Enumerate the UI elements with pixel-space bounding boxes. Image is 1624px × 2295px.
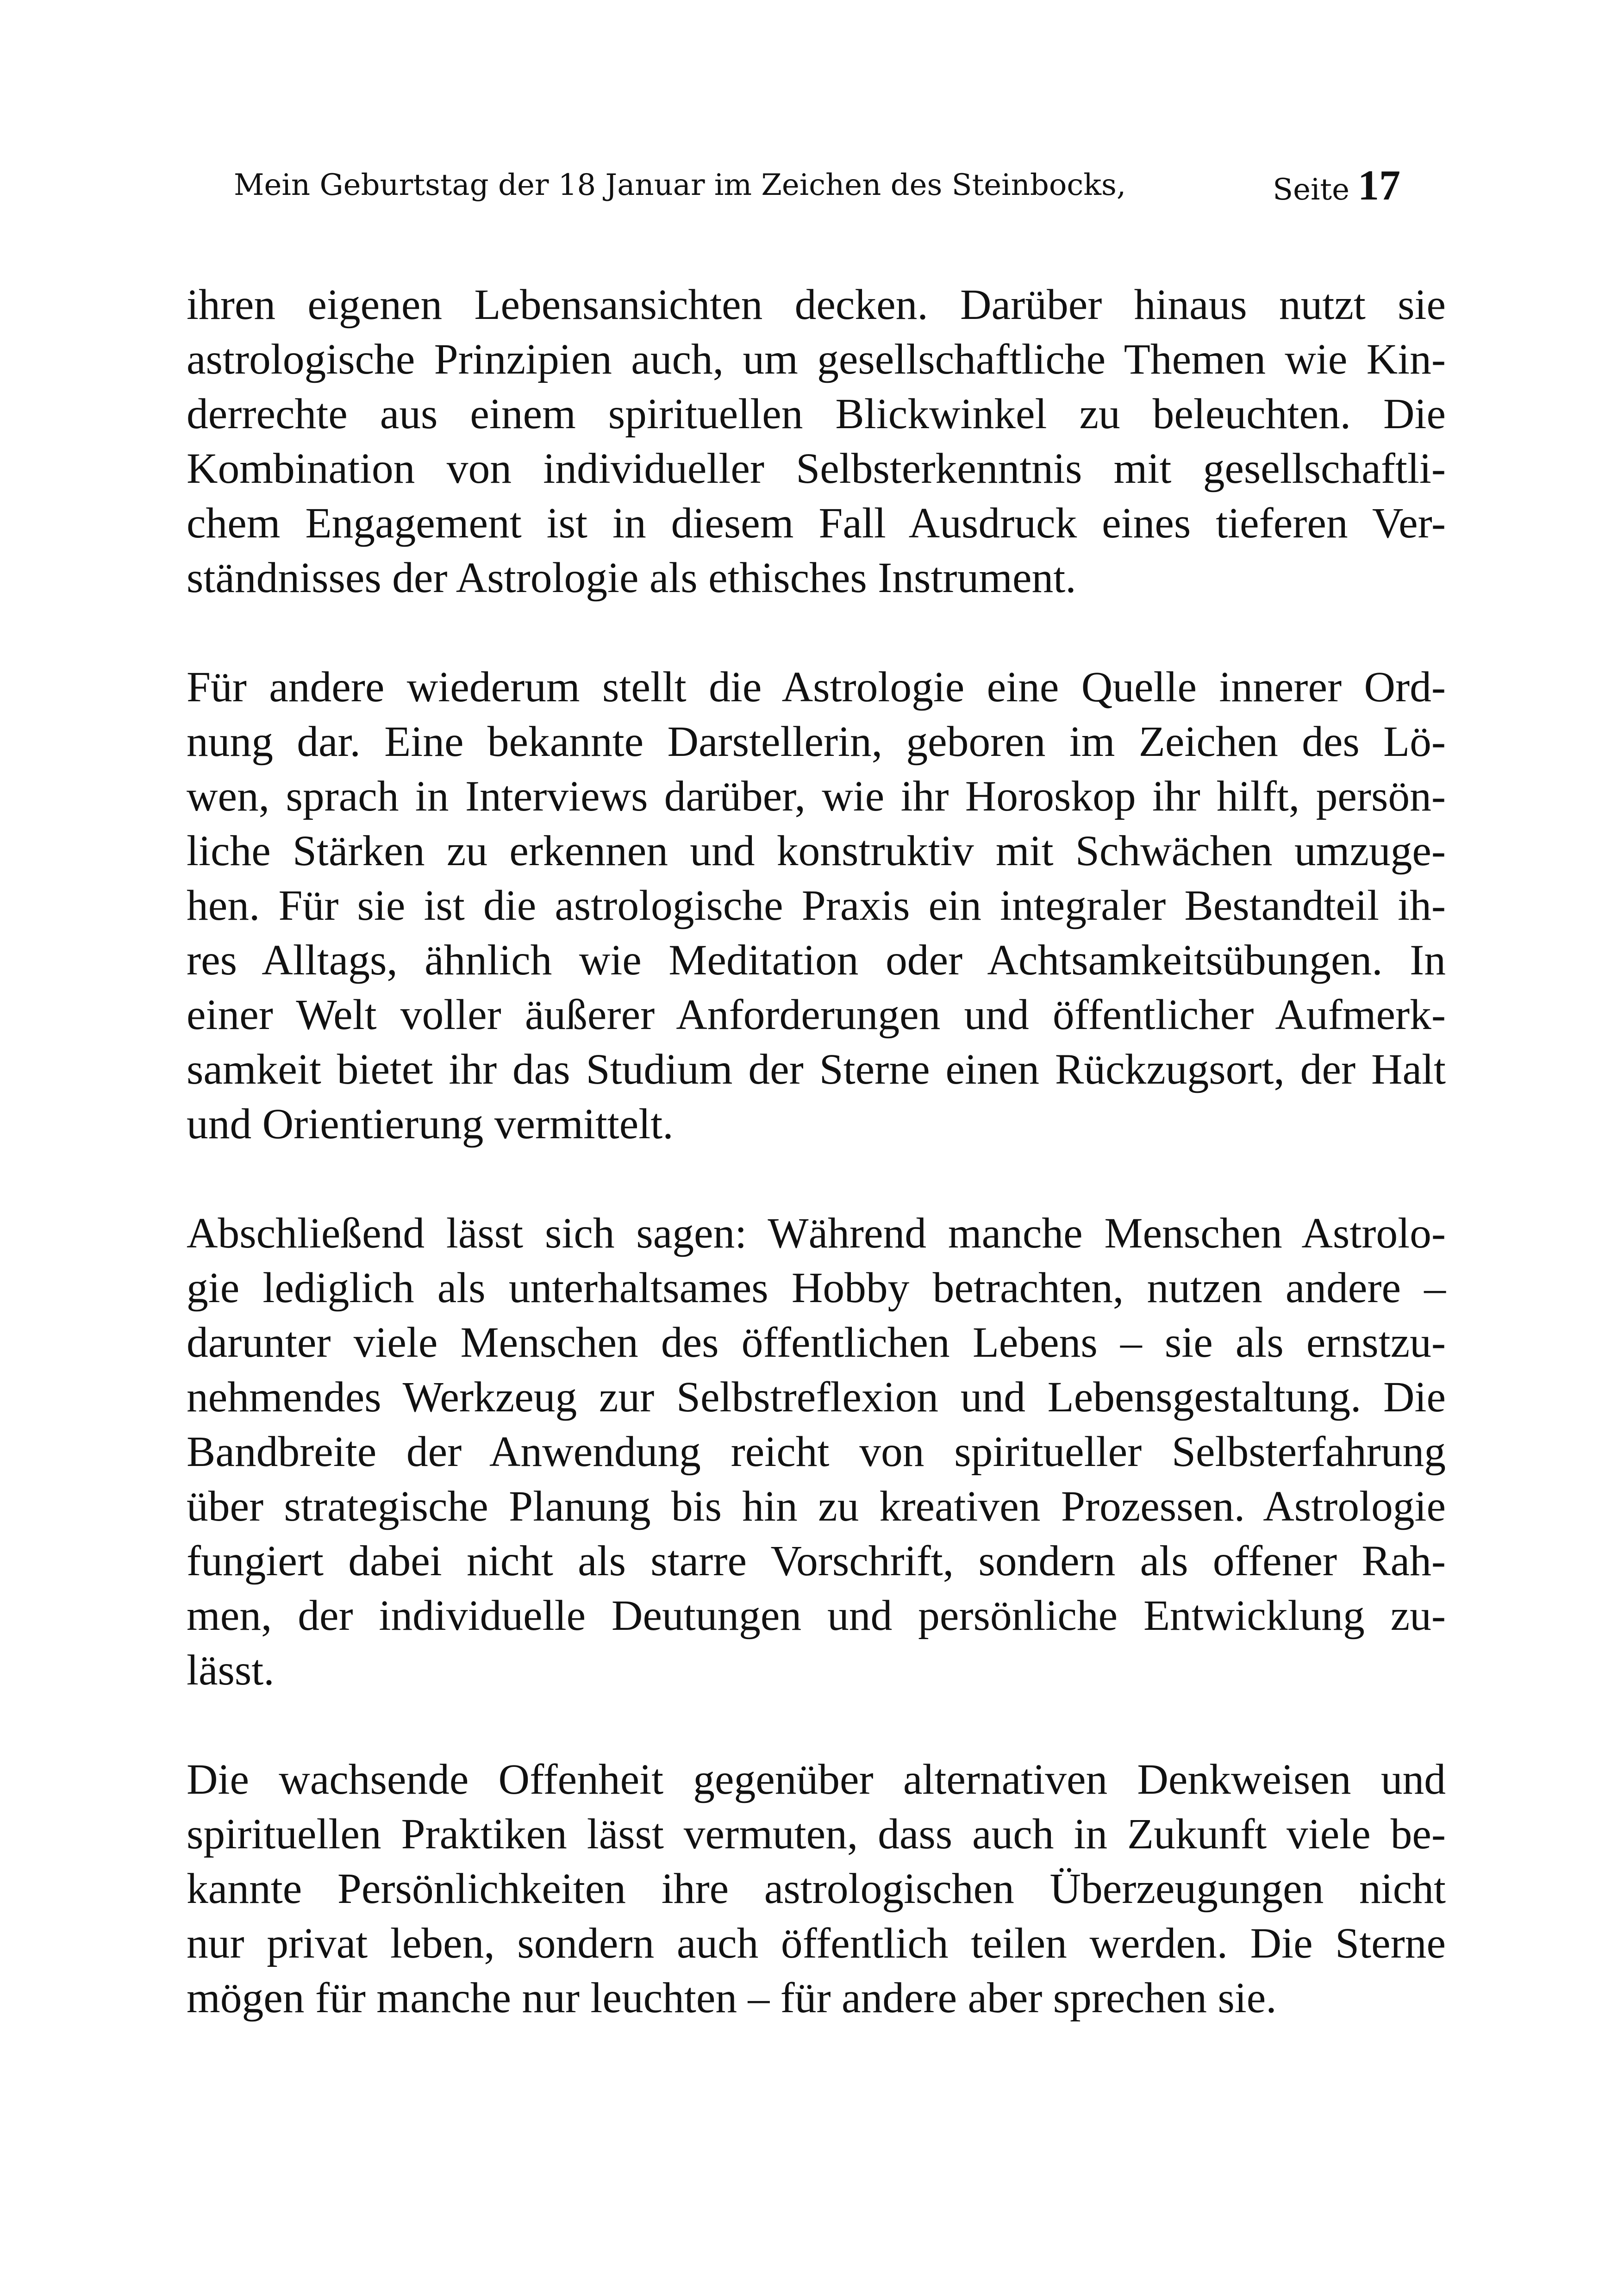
text-line: nehmendes Werkzeug zur Selbstreflexion und Lebensgestaltung. Die bbox=[187, 1373, 1446, 1421]
text-line: nung dar. Eine bekannte Darstellerin, geboren im Zeichen des Lö- bbox=[187, 718, 1446, 766]
text-line: Für andere wiederum stellt die Astrologie eine Quelle innerer Ord- bbox=[187, 663, 1446, 711]
text-line: lässt. bbox=[187, 1646, 275, 1694]
text-line: einer Welt voller äußerer Anforderungen und öffentlicher Aufmerk- bbox=[187, 991, 1446, 1039]
text-line: samkeit bietet ihr das Studium der Sterne einen Rückzugsort, der Halt bbox=[187, 1046, 1446, 1093]
text-line: Bandbreite der Anwendung reicht von spiritueller Selbsterfahrung bbox=[187, 1428, 1446, 1476]
running-header bbox=[234, 160, 1400, 211]
page-number: 17 bbox=[1358, 162, 1400, 209]
text-line: mögen für manche nur leuchten – für andere aber sprechen sie. bbox=[187, 1974, 1277, 2022]
text-line: nur privat leben, sondern auch öffentlich teilen werden. Die Sterne bbox=[187, 1920, 1446, 1967]
text-line: Die wachsende Offenheit gegenüber alternativen Denkweisen und bbox=[187, 1756, 1446, 1803]
text-line: astrologische Prinzipien auch, um gesellschaftliche Themen wie Kin- bbox=[187, 336, 1446, 383]
header-title: Mein Geburtstag der 18 Januar im Zeichen des Steinbocks, bbox=[234, 168, 1126, 202]
text-line: chem Engagement ist in diesem Fall Ausdruck eines tieferen Ver- bbox=[187, 499, 1446, 547]
text-line: derrechte aus einem spirituellen Blickwinkel zu beleuchten. Die bbox=[187, 390, 1446, 438]
text-line: über strategische Planung bis hin zu kreativen Prozessen. Astrologie bbox=[187, 1483, 1446, 1530]
paragraph-4 bbox=[187, 1752, 1446, 2026]
body-text bbox=[187, 278, 1446, 2080]
text-line: wen, sprach in Interviews darüber, wie ihr Horoskop ihr hilft, persön- bbox=[187, 773, 1446, 820]
page-label: Seite bbox=[1273, 173, 1349, 207]
text-line: liche Stärken zu erkennen und konstruktiv mit Schwächen umzuge- bbox=[187, 827, 1446, 875]
paragraph-1 bbox=[187, 278, 1446, 605]
page-indicator bbox=[1273, 160, 1400, 215]
text-line: gie lediglich als unterhaltsames Hobby betrachten, nutzen andere – bbox=[187, 1264, 1446, 1312]
text-line: kannte Persönlichkeiten ihre astrologischen Überzeugungen nicht bbox=[187, 1865, 1446, 1913]
text-line: darunter viele Menschen des öffentlichen Lebens – sie als ernstzu- bbox=[187, 1319, 1446, 1366]
text-line: Abschließend lässt sich sagen: Während manche Menschen Astrolo- bbox=[187, 1210, 1446, 1257]
paragraph-3 bbox=[187, 1206, 1446, 1698]
text-line: Kombination von individueller Selbsterkenntnis mit gesellschaftli- bbox=[187, 445, 1446, 493]
text-line: fungiert dabei nicht als starre Vorschrift, sondern als offener Rah- bbox=[187, 1537, 1446, 1585]
text-line: res Alltags, ähnlich wie Meditation oder Achtsamkeitsübungen. In bbox=[187, 936, 1446, 984]
text-line: spirituellen Praktiken lässt vermuten, dass auch in Zukunft viele be- bbox=[187, 1810, 1446, 1858]
text-line: ständnisses der Astrologie als ethisches Instrument. bbox=[187, 554, 1076, 602]
paragraph-2 bbox=[187, 660, 1446, 1152]
text-line: men, der individuelle Deutungen und persönliche Entwicklung zu- bbox=[187, 1592, 1446, 1640]
text-line: und Orientierung vermittelt. bbox=[187, 1100, 674, 1148]
text-line: hen. Für sie ist die astrologische Praxis ein integraler Bestandteil ih- bbox=[187, 882, 1446, 929]
text-line: ihren eigenen Lebensansichten decken. Darüber hinaus nutzt sie bbox=[187, 281, 1446, 329]
